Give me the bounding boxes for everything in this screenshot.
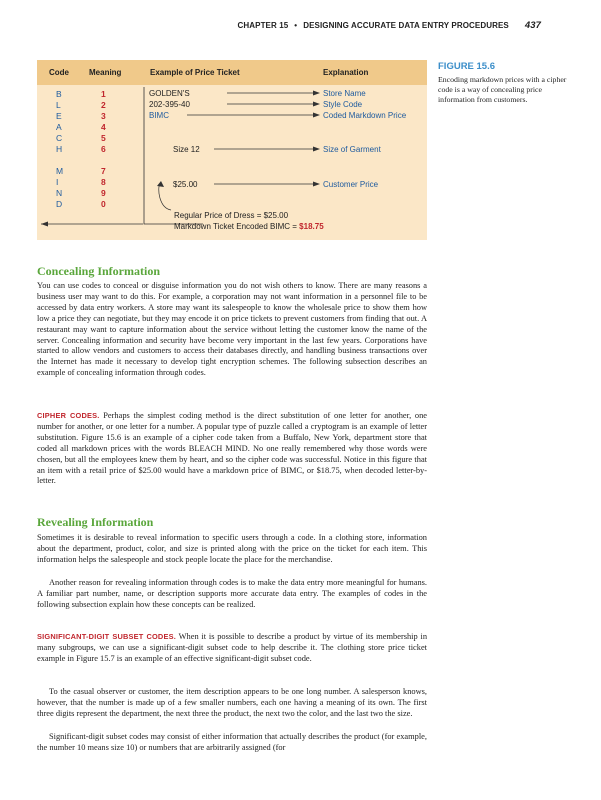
arrowhead [313, 147, 320, 152]
meaning-digit: 7 [101, 166, 106, 176]
ticket-style-code: 202-395-40 [149, 100, 190, 109]
explanation-price: Customer Price [323, 180, 379, 189]
code-letter: H [56, 144, 63, 154]
meaning-digit: 9 [101, 188, 106, 198]
header-separator: • [294, 21, 298, 30]
column-header-explanation: Explanation [323, 68, 369, 77]
heading-revealing-information: Revealing Information [37, 515, 154, 529]
chapter-title: DESIGNING ACCURATE DATA ENTRY PROCEDURES [303, 21, 509, 30]
explanation-size: Size of Garment [323, 145, 381, 154]
code-letter: B [56, 89, 62, 99]
arrowhead [313, 182, 320, 187]
arrowhead [313, 102, 320, 107]
code-letter: M [56, 166, 64, 176]
chapter-number: CHAPTER 15 [237, 21, 289, 30]
arrowhead [313, 91, 320, 96]
code-letter: E [56, 111, 62, 121]
paragraph-revealing-2: Another reason for revealing information through codes is to make the data entry more meaningful for humans. A familiar part number, name, or description supports more accurate data entry. The examples of codes in the following subsection explain how these concepts can be realized. [37, 578, 427, 609]
figure-regular-price: Regular Price of Dress = $25.00 [174, 211, 289, 220]
meaning-digit: 5 [101, 133, 106, 143]
paragraph-significant-digit-text: When it is possible to describe a product by virtue of its membership in many subgroups, we can use a significant-digit subset code to help describe it. The clothing store price ticket example in Figure 15.7 is an example of an effective significant-digit subset code. [37, 632, 428, 663]
meaning-digit: 1 [101, 89, 106, 99]
arrow-footer-to-price [159, 184, 171, 210]
ticket-store-name: GOLDEN'S [149, 89, 190, 98]
markdown-value: $18.75 [299, 222, 324, 231]
figure-caption: Encoding markdown prices with a cipher code is a way of concealing price information from customers. [438, 75, 567, 105]
paragraph-revealing-4: To the casual observer or customer, the item description appears to be one long number. A salesperson knows, however, that the number is made up of a few smaller numbers, each one having a meaning of its own. The first three digits represent the department, the next three the product, the next two the color, and the last two the size. [37, 687, 427, 718]
meaning-digit: 4 [101, 122, 106, 132]
meaning-digit: 3 [101, 111, 106, 121]
figure-markdown-line [174, 222, 324, 231]
column-header-meaning: Meaning [89, 68, 122, 77]
explanation-store: Store Name [323, 89, 366, 98]
figure-label: FIGURE 15.6 [438, 61, 496, 72]
explanation-style: Style Code [323, 100, 363, 109]
paragraph-cipher-codes-text: Perhaps the simplest coding method is the direct substitution of one letter for another, one number for another, or one letter for a number. A popular type of puzzle called a cryptogram is an example of letter substitution. Figure 15.6 is an example of a cipher code taken from a Buffalo, New York, department store that coded all markdown prices with the words BLEACH MIND. No one really remembered why those words were chosen, but all the employees knew them by heart, and so the cipher code was successful. Notice in this figure that an item with a retail price of $25.00 would have a markdown price of BIMC, or $18.75, when decoded letter-by-letter. [37, 411, 427, 486]
paragraph-significant-digit [37, 632, 427, 665]
code-letter: C [56, 133, 63, 143]
paragraph-concealing-1: You can use codes to conceal or disguise information you do not wish others to know. There are many reasons a business user may want to do this. For example, a corporation may not want information in a personnel file to be accessed by data entry workers. A store may want its salespeople to know the wholesale price to show them how low a price they can negotiate, but they may encode it on price tickets to prevent customers from finding that out. A restaurant may want to capture information about the service without letting the customer know the name of the server. Concealing information and security have become very important in the last few years. Corporations have started to allow vendors and customers to access their databases directly, and handling business transactions over the Internet has made it necessary to develop tight encryption schemes. The following subsection describes an example of concealing information through codes. [37, 281, 427, 378]
paragraph-revealing-1: Sometimes it is desirable to reveal information to specific users through a code. In a clothing store, information about the department, product, color, and size is printed along with the price on the ticket for each item. This information helps the salespeople and stock people locate the place for the merchandise. [37, 533, 427, 564]
arrowhead [313, 113, 320, 118]
paragraph-revealing-5: Significant-digit subset codes may consist of either information that actually describes the product (for example, the number 10 means size 10) or numbers that are arbitrarily assigned (for [37, 732, 427, 752]
figure-15-6 [37, 60, 427, 240]
heading-concealing-information: Concealing Information [37, 264, 160, 278]
markdown-text: Markdown Ticket Encoded BIMC = [174, 222, 300, 231]
runin-significant-digit: SIGNIFICANT-DIGIT SUBSET CODES. [37, 632, 176, 641]
code-letter: L [56, 100, 61, 110]
ticket-size: Size 12 [173, 145, 200, 154]
arrowhead [157, 181, 164, 187]
code-letter: I [56, 177, 59, 187]
meaning-digit: 6 [101, 144, 106, 154]
meaning-digit: 8 [101, 177, 106, 187]
code-letter: A [56, 122, 62, 132]
explanation-markdown: Coded Markdown Price [323, 111, 407, 120]
ticket-coded-price: BIMC [149, 111, 169, 120]
meaning-digit: 2 [101, 100, 106, 110]
ticket-price: $25.00 [173, 180, 198, 189]
meaning-digit: 0 [101, 199, 106, 209]
column-header-code: Code [49, 68, 69, 77]
code-letter: D [56, 199, 63, 209]
running-header [0, 20, 541, 31]
column-header-example: Example of Price Ticket [150, 68, 240, 77]
paragraph-cipher-codes [37, 411, 427, 487]
code-letter: N [56, 188, 63, 198]
runin-cipher-codes: CIPHER CODES. [37, 411, 100, 420]
page-number: 437 [524, 20, 541, 31]
arrowhead [41, 222, 48, 227]
